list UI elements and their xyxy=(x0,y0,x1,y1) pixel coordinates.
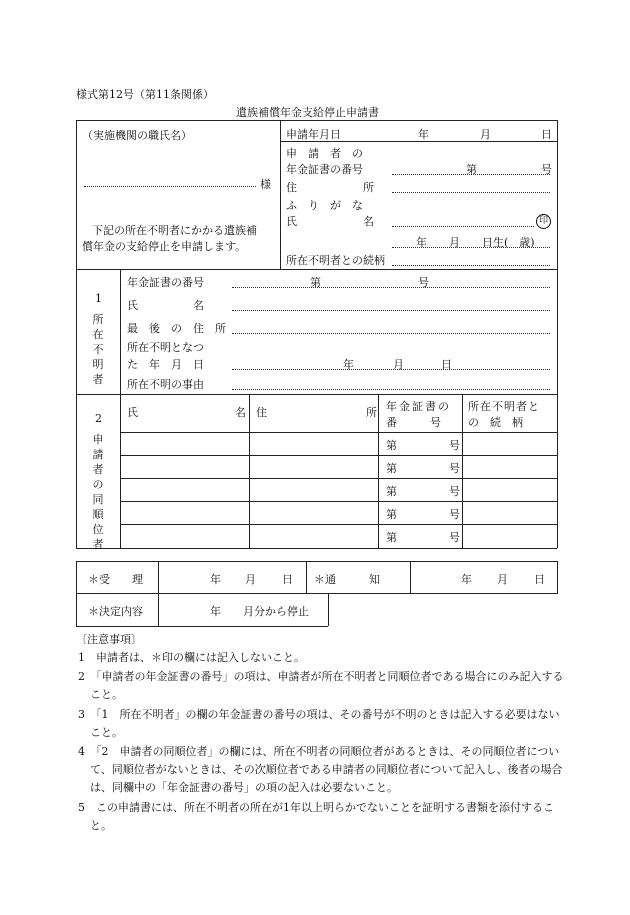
applicant-cert-dai: 第 xyxy=(466,163,477,176)
missing-cert-dai: 第 xyxy=(310,276,321,289)
col-cert-header-1: 年金証書の xyxy=(386,400,451,413)
receipt-label: ＊受 理 xyxy=(88,573,143,586)
missing-cert-field[interactable] xyxy=(232,287,550,288)
missing-name-field[interactable] xyxy=(232,310,550,311)
missing-date-year[interactable]: 年 xyxy=(343,358,354,371)
furigana-label: ふ り が な xyxy=(286,199,363,212)
notice-month: 月 xyxy=(497,573,508,586)
seal-mark: 印 xyxy=(536,213,551,229)
applicant-cert-go: 号 xyxy=(541,163,552,176)
section-2-number: 2 xyxy=(95,412,102,425)
missing-date-month[interactable]: 月 xyxy=(393,358,404,371)
col-relation-header-2: の 続 柄 xyxy=(468,416,523,429)
notice-label: ＊通 知 xyxy=(314,573,380,586)
missing-name-label: 氏 名 xyxy=(127,299,204,312)
relation-label: 所在不明者との続柄 xyxy=(286,254,385,267)
application-date-label: 申請年月日 xyxy=(286,128,341,141)
section-2-title: 申 請 者 の 同 順 位 者 xyxy=(92,433,104,551)
decision-value: 年 月分から停止 xyxy=(210,605,309,618)
last-address-label: 最 後 の 住 所 xyxy=(127,322,226,335)
applicant-address-field[interactable] xyxy=(392,192,550,193)
row-1-cert-dai: 第 xyxy=(386,439,397,452)
sama-label: 様 xyxy=(260,178,271,191)
row-2-cert-go: 号 xyxy=(449,462,460,475)
col-name-header-2: 名 xyxy=(235,406,246,419)
agency-name-field[interactable] xyxy=(84,186,256,187)
applicant-address-label: 住 所 xyxy=(286,181,374,194)
note-item: 5 この申請書には、所在不明者の所在が1年以上明らかでないことを証明する書類を添付すること。 xyxy=(78,801,554,832)
row-5-cert-go: 号 xyxy=(449,531,460,544)
col-relation-header-1: 所在不明者と xyxy=(468,400,540,413)
notes-heading: 〔注意事項〕 xyxy=(76,633,142,646)
missing-date-label-2: た 年 月 日 xyxy=(127,358,204,371)
missing-cert-label: 年金証書の番号 xyxy=(127,276,204,289)
form-number: 様式第12号（第11条関係） xyxy=(76,88,214,101)
last-address-field[interactable] xyxy=(232,333,550,334)
missing-date-day[interactable]: 日 xyxy=(441,358,452,371)
note-item: 1 申請者は、＊印の欄には記入しないこと。 xyxy=(78,651,305,664)
notice-year: 年 xyxy=(461,573,472,586)
form-title: 遺族補償年金支給停止申請書 xyxy=(236,106,379,119)
applicant-name-field[interactable] xyxy=(392,226,534,227)
receipt-day: 日 xyxy=(282,573,293,586)
section-1-number: 1 xyxy=(95,292,102,305)
birth-date[interactable]: 年 月 日生( 歳) xyxy=(416,236,535,249)
missing-reason-field[interactable] xyxy=(232,389,550,390)
application-date-month[interactable]: 月 xyxy=(480,128,491,141)
birth-date-field[interactable] xyxy=(392,247,550,248)
applicant-cert-label-1: 申 請 者 の xyxy=(286,147,363,160)
row-4-cert-go: 号 xyxy=(449,508,460,521)
col-name-header-1: 氏 xyxy=(127,406,138,419)
request-line-1: 下記の所在不明者にかかる遺族補 xyxy=(92,224,257,237)
application-date-year[interactable]: 年 xyxy=(418,128,429,141)
missing-reason-label: 所在不明の事由 xyxy=(127,378,204,391)
applicant-cert-field[interactable] xyxy=(392,174,550,175)
row-2-cert-dai: 第 xyxy=(386,462,397,475)
request-line-2: 償年金の支給停止を申請します。 xyxy=(82,240,247,253)
row-1-cert-go: 号 xyxy=(449,439,460,452)
receipt-year: 年 xyxy=(210,573,221,586)
missing-cert-go: 号 xyxy=(418,276,429,289)
note-item: 2 「申請者の年金証書の番号」の項は、申請者が所在不明者と同順位者である場合にのみ記入すること。 xyxy=(78,670,564,701)
applicant-name-label: 氏 名 xyxy=(286,215,374,228)
notice-day: 日 xyxy=(534,573,545,586)
receipt-month: 月 xyxy=(245,573,256,586)
note-item: 3 「1 所在不明者」の欄の年金証書の番号の項は、その番号が不明のときは記入する必要はないこと。 xyxy=(78,708,560,739)
decision-label: ＊決定内容 xyxy=(88,605,143,618)
row-5-cert-dai: 第 xyxy=(386,531,397,544)
applicant-cert-label-2: 年金証書の番号 xyxy=(286,163,363,176)
note-item: 4 「2 申請者の同順位者」の欄には、所在不明者の同順位者があるときは、その同順位者について、同順位者がないときは、その次順位者である申請者の同順位者について記入し、後者の場合は、同欄中の「年金証書の番号」の項の記入は必要ないこと。 xyxy=(78,745,563,794)
col-address-header-2: 所 xyxy=(366,406,377,419)
missing-date-field[interactable] xyxy=(232,369,550,370)
section-1-title: 所 在 不 明 者 xyxy=(92,313,104,386)
relation-field[interactable] xyxy=(392,265,550,266)
application-date-day[interactable]: 日 xyxy=(541,128,552,141)
col-address-header-1: 住 xyxy=(256,406,267,419)
row-3-cert-go: 号 xyxy=(449,485,460,498)
missing-date-label-1: 所在不明となつ xyxy=(127,341,204,354)
agency-label: （実施機関の職氏名） xyxy=(82,129,192,142)
col-cert-header-2: 番 号 xyxy=(386,416,441,429)
row-3-cert-dai: 第 xyxy=(386,485,397,498)
row-4-cert-dai: 第 xyxy=(386,508,397,521)
